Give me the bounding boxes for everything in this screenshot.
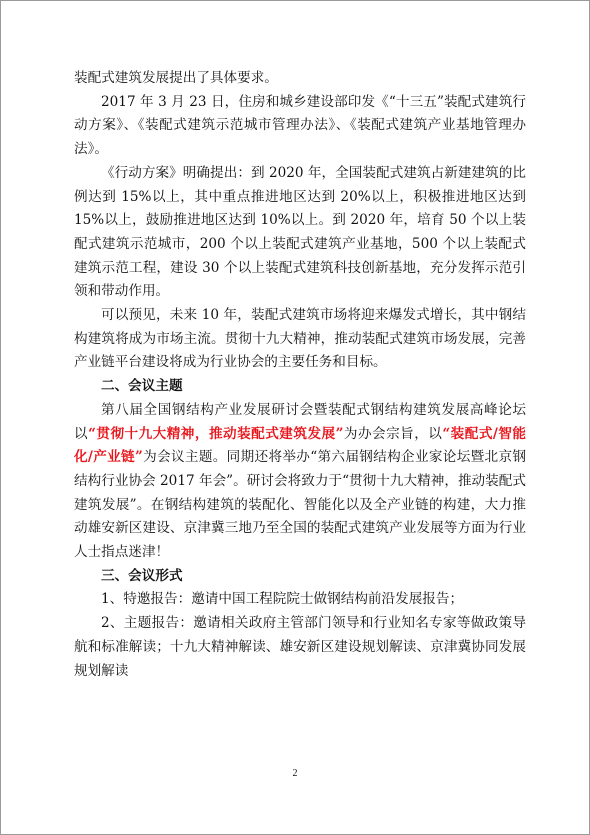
format-item-topic-reports: 2、主题报告：邀请相关政府主管部门领导和行业知名专家等做政策导航和标准解读；十九大精神解读、雄安新区建设规划解读、京津冀协同发展规划解读 bbox=[74, 615, 526, 679]
paragraph-action-plan-targets: 《行动方案》明确提出：到 2020 年，全国装配式建筑占新建建筑的比例达到 15%以上，其中重点推进地区达到 20%以上，积极推进地区达到 15%以上，鼓励推进地区达到 10%以上。到 2020 年，培育 50 个以上装配式建筑示范城市，200 个以上装配式建筑产业基地，500 个以上装配式建筑示范工程，建设 30 个以上装配式建筑科技创新基地，充分发挥示范引领和带动作用。 bbox=[74, 164, 526, 300]
document-body bbox=[74, 67, 526, 683]
theme-text-part3: 为会议主题。同期还将举办“第六届钢结构企业家论坛暨北京钢结构行业协会 2017 年会”。研讨会将致力于“贯彻十九大精神，推动装配式建筑发展”。在钢结构建筑的装配化、智能化以及全产业链的构建，大力推动雄安新区建设、京津冀三地乃至全国的装配式建筑产业发展等方面为行业人士指点迷津！ bbox=[74, 449, 526, 561]
page-number: 2 bbox=[292, 768, 298, 779]
paragraph-market-outlook: 可以预见，未来 10 年，装配式建筑市场将迎来爆发式增长，其中钢结构建筑将成为市场主流。贯彻十九大精神，推动装配式建筑市场发展，完善产业链平台建设将成为行业协会的主要任务和目标。 bbox=[74, 307, 526, 371]
theme-text-part1: 第八届全国钢结构产业发展研讨会暨装配式钢结构建筑发展高峰论坛以 bbox=[74, 401, 526, 442]
paragraph-action-plan-release: 2017 年 3 月 23 日，住房和城乡建设部印发《“十三五”装配式建筑行动方案》、《装配式建筑示范城市管理办法》、《装配式建筑产业基地管理办法》。 bbox=[74, 93, 526, 158]
paragraph-intro-tail: 装配式建筑发展提出了具体要求。 bbox=[74, 70, 278, 86]
section-heading-theme: 二、会议主题 bbox=[101, 378, 183, 395]
paragraph-meeting-theme bbox=[74, 399, 526, 565]
theme-text-part2: 为办会宗旨，以 bbox=[343, 425, 443, 442]
section-heading-format: 三、会议形式 bbox=[101, 567, 183, 584]
format-item-keynote: 1、特邀报告：邀请中国工程院院士做钢结构前沿发展报告； bbox=[101, 591, 464, 608]
theme-highlight-topic: “装配式/智能化/产业链” bbox=[74, 425, 527, 466]
theme-highlight-purpose: “贯彻十九大精神，推动装配式建筑发展” bbox=[88, 425, 344, 442]
